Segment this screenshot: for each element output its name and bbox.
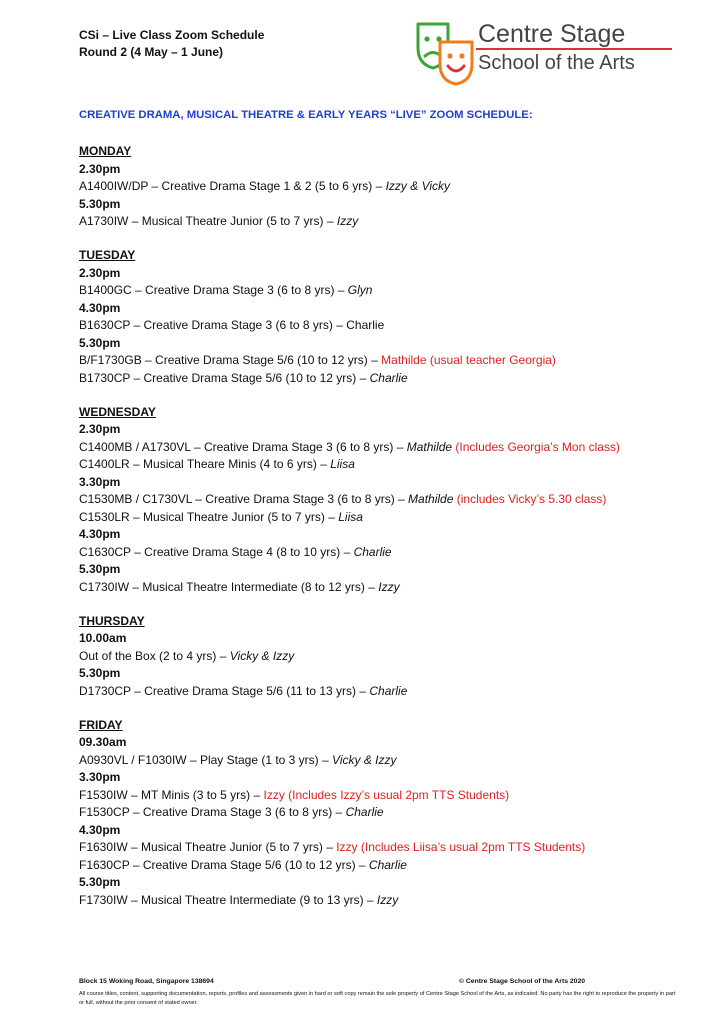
class-entry — [79, 317, 709, 335]
day-title: THURSDAY — [79, 613, 145, 628]
header-title: CSi – Live Class Zoom Schedule — [79, 28, 265, 42]
centre-stage-logo — [414, 18, 674, 88]
class-description: C1730IW – Musical Theatre Intermediate (8 to 12 yrs) – — [79, 579, 379, 594]
class-description: A1400IW/DP – Creative Drama Stage 1 & 2 (5 to 6 yrs) – — [79, 179, 386, 193]
class-teacher: Charlie — [345, 805, 384, 819]
day-title: WEDNESDAY — [79, 404, 156, 419]
class-teacher: Charlie — [368, 857, 407, 872]
slot-time: 2.30pm — [79, 422, 121, 436]
slot-time: 5.30pm — [79, 875, 121, 889]
weekly-schedule — [79, 143, 709, 926]
class-teacher: Liisa — [330, 457, 355, 471]
day-section — [79, 247, 709, 387]
class-entry — [79, 282, 709, 300]
document-footer — [79, 978, 679, 1008]
class-description: F1630IW – Musical Theatre Junior (5 to 7 yrs) – — [79, 840, 337, 854]
class-description: A0930VL / F1030IW – Play Stage (1 to 3 yrs) – — [79, 752, 333, 767]
day-section — [79, 143, 709, 231]
slot-time: 2.30pm — [79, 265, 121, 280]
class-note: Izzy (Includes Liisa’s usual 2pm TTS Students) — [336, 840, 586, 854]
footer-disclaimer: All course titles, content, supporting documentation, reports, profiles and assessments given in hard or soft copy remain the sole property of Centre Stage School of the Arts, as indicated. No party has the right to reproduce the property in part or full, without the prior consent of stated owner. — [79, 991, 676, 1006]
class-teacher: Izzy — [336, 214, 359, 228]
slot-time: 3.30pm — [79, 770, 121, 784]
day-section — [79, 404, 709, 597]
slot-time: 5.30pm — [79, 562, 121, 576]
slot-time: 09.30am — [79, 735, 127, 749]
class-entry — [79, 683, 709, 701]
class-description: C1400MB / A1730VL – Creative Drama Stage 3 (6 to 8 yrs) – — [79, 439, 407, 454]
slot-time: 3.30pm — [79, 474, 121, 489]
class-entry — [79, 787, 709, 805]
class-entry — [79, 804, 709, 822]
footer-address: Block 15 Woking Road, Singapore 138694 — [79, 978, 214, 985]
class-teacher: Charlie — [369, 370, 408, 385]
slot-time: 4.30pm — [79, 822, 121, 837]
class-entry — [79, 456, 709, 474]
class-note: (Includes Georgia’s Mon class) — [452, 439, 620, 454]
class-entry — [79, 178, 709, 196]
class-teacher: Vicky & Izzy — [332, 752, 397, 767]
class-note: (includes Vicky’s 5.30 class) — [453, 492, 607, 506]
class-teacher: Glyn — [347, 283, 373, 297]
class-entry — [79, 544, 709, 562]
class-teacher: Liisa — [338, 509, 363, 524]
class-description: A1730IW – Musical Theatre Junior (5 to 7 yrs) – — [79, 214, 337, 228]
class-entry — [79, 579, 709, 597]
class-entry — [79, 491, 709, 509]
day-section — [79, 717, 709, 910]
theatre-masks-icon — [414, 18, 478, 88]
class-entry — [79, 509, 709, 527]
day-section — [79, 613, 709, 701]
slot-time: 5.30pm — [79, 196, 121, 211]
logo-name: Centre Stage — [478, 20, 626, 48]
class-entry — [79, 752, 709, 770]
class-teacher: Charlie — [369, 683, 408, 698]
slot-time: 10.00am — [79, 631, 127, 645]
class-description: C1530MB / C1730VL – Creative Drama Stage 3 (6 to 8 yrs) – — [79, 492, 409, 506]
class-description: B1400GC – Creative Drama Stage 3 (6 to 8 yrs) – — [79, 283, 348, 297]
class-note: Izzy (Includes Izzy’s usual 2pm TTS Students) — [263, 787, 510, 802]
logo-underline — [476, 48, 672, 50]
logo-subtitle: School of the Arts — [478, 52, 635, 74]
class-description: D1730CP – Creative Drama Stage 5/6 (11 to 13 yrs) – — [79, 683, 370, 698]
class-description: B1630CP – Creative Drama Stage 3 (6 to 8 yrs) – Charlie — [79, 318, 385, 332]
class-teacher: Mathilde — [406, 439, 453, 454]
header-subtitle: Round 2 (4 May – 1 June) — [79, 45, 224, 59]
class-entry — [79, 857, 709, 875]
class-teacher: Izzy — [378, 579, 400, 594]
slot-time: 4.30pm — [79, 527, 121, 541]
class-description: Out of the Box (2 to 4 yrs) – — [79, 648, 230, 663]
class-entry — [79, 839, 709, 857]
day-title: FRIDAY — [79, 717, 123, 732]
schedule-heading: CREATIVE DRAMA, MUSICAL THEATRE & EARLY YEARS “LIVE” ZOOM SCHEDULE: — [79, 109, 533, 121]
class-description: C1630CP – Creative Drama Stage 4 (8 to 10 yrs) – — [79, 544, 354, 559]
class-entry — [79, 213, 709, 231]
class-description: F1530IW – MT Minis (3 to 5 yrs) – — [79, 787, 264, 802]
class-entry — [79, 370, 709, 388]
class-teacher: Vicky & Izzy — [229, 648, 295, 663]
class-description: F1730IW – Musical Theatre Intermediate (9 to 13 yrs) – — [79, 892, 377, 907]
class-teacher: Izzy — [376, 892, 399, 907]
class-description: F1630CP – Creative Drama Stage 5/6 (10 to 12 yrs) – — [79, 857, 369, 872]
day-title: TUESDAY — [79, 248, 136, 262]
class-entry — [79, 892, 709, 910]
class-description: C1400LR – Musical Theare Minis (4 to 6 yrs) – — [79, 457, 331, 471]
class-note: Mathilde (usual teacher Georgia) — [381, 353, 556, 367]
class-description: B/F1730GB – Creative Drama Stage 5/6 (10 to 12 yrs) – — [79, 353, 382, 367]
slot-time: 5.30pm — [79, 666, 121, 680]
day-title: MONDAY — [79, 144, 132, 158]
class-description: F1530CP – Creative Drama Stage 3 (6 to 8 yrs) – — [79, 805, 346, 819]
slot-time: 5.30pm — [79, 335, 121, 350]
class-description: C1530LR – Musical Theatre Junior (5 to 7 yrs) – — [79, 509, 339, 524]
class-entry — [79, 439, 709, 457]
class-description: B1730CP – Creative Drama Stage 5/6 (10 to 12 yrs) – — [79, 370, 370, 385]
class-teacher: Mathilde — [408, 492, 454, 506]
class-entry — [79, 352, 709, 370]
document-header — [79, 27, 264, 61]
class-teacher: Charlie — [353, 544, 392, 559]
class-teacher: Izzy & Vicky — [385, 179, 451, 193]
footer-copyright: © Centre Stage School of the Arts 2020 — [459, 978, 585, 985]
slot-time: 2.30pm — [79, 161, 121, 176]
slot-time: 4.30pm — [79, 300, 121, 315]
class-entry — [79, 648, 709, 666]
